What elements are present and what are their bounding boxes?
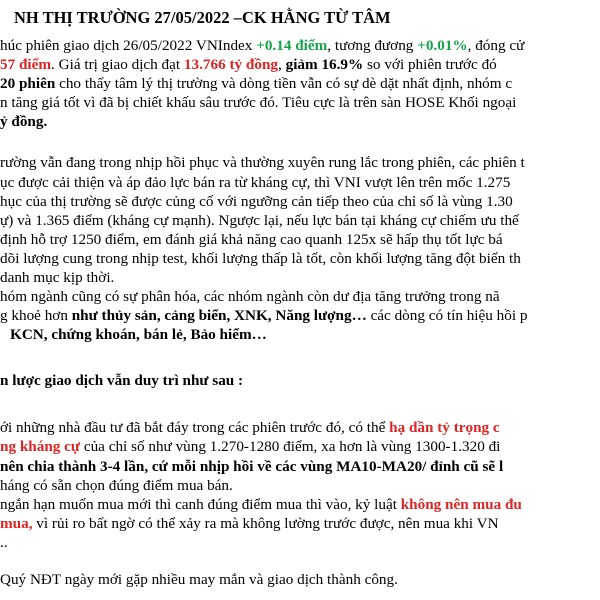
paragraph-line: [0, 269, 114, 287]
paragraph-line: [0, 154, 525, 172]
section-heading: [0, 372, 243, 390]
paragraph-line: [0, 477, 233, 495]
paragraph-line: [0, 94, 516, 112]
text-segment: g khoẻ hơn: [0, 307, 72, 324]
closing-line: [0, 571, 398, 589]
text-segment: hục của thị trường sẽ được củng cố với ngưỡng cản tiếp theo của chỉ số là vùng 1.30: [0, 193, 513, 210]
paragraph-line: [0, 534, 8, 552]
text-segment: dõi lượng cung trong nhịp test, khối lượng thấp là tốt, còn khối lượng tăng đột biến th: [0, 250, 521, 267]
paragraph-line: [0, 37, 524, 55]
text-segment: ngắn hạn muốn mua mới thì canh đúng điểm mua thì vào, kỷ luật: [0, 496, 401, 513]
text-segment: húc phiên giao dịch 26/05/2022 VNIndex: [0, 37, 257, 54]
paragraph-line: [0, 231, 503, 249]
text-segment: không nên mua đu: [400, 496, 522, 513]
paragraph-line: [0, 174, 510, 192]
paragraph-line: [0, 288, 500, 306]
text-segment: ,: [278, 56, 286, 73]
text-segment: cho thấy tâm lý thị trường và dòng tiền vẫn có sự dè dặt nhất định, nhóm c: [55, 75, 513, 92]
text-segment: so với phiên trước đó: [363, 56, 497, 73]
document-title: NH THỊ TRƯỜNG 27/05/2022 –CK HẰNG TỪ TÂM: [14, 8, 391, 27]
text-segment: 13.766 tỷ đồng: [183, 56, 278, 73]
text-segment: KCN, chứng khoán, bán lẻ, Bảo hiểm…: [10, 326, 267, 343]
text-segment: . Giá trị giao dịch đạt: [51, 56, 184, 73]
paragraph-line: [0, 250, 521, 268]
paragraph-line: [0, 515, 499, 533]
text-segment: ới những nhà đầu tư đã bắt đáy trong các phiên trước đó, có thể: [0, 419, 390, 436]
text-segment: của chỉ số như vùng 1.270-1280 điểm, xa hơn là vùng 1300-1.320 đi: [80, 438, 501, 455]
paragraph-line: [0, 307, 527, 325]
text-segment: , đóng cử: [467, 37, 525, 54]
paragraph-line: [10, 326, 267, 344]
text-segment: danh mục kịp thời.: [0, 269, 115, 286]
text-segment: ỷ đồng.: [0, 113, 48, 130]
text-segment: định hỗ trợ 1250 điểm, em đánh giá khả năng cao quanh 125x sẽ hấp thụ tốt lực bá: [0, 231, 503, 248]
text-segment: 57 điểm: [0, 56, 52, 73]
paragraph-line: [0, 496, 522, 514]
text-segment: hạ dần tỷ trọng c: [389, 419, 500, 436]
paragraph-line: [0, 56, 497, 74]
text-segment: 20 phiên: [0, 75, 56, 92]
text-segment: các dòng có tín hiệu hồi p: [366, 307, 528, 324]
text-segment: n tăng giá tốt vì đã bị chiết khấu sâu trước đó. Tiêu cực là trên sàn HOSE Khối ngoại: [0, 94, 517, 111]
paragraph-line: [0, 212, 519, 230]
text-segment: hóm ngành cũng có sự phân hóa, các nhóm ngành còn dư địa tăng trưởng trong nă: [0, 288, 500, 305]
text-segment: vì rủi ro bất ngờ có thể xảy ra mà không lường trước được, nên mua khi VN: [32, 515, 499, 532]
text-segment: ng kháng cự: [0, 438, 81, 455]
text-segment: nên chia thành 3-4 lần, cứ mỗi nhịp hồi về các vùng MA10-MA20/ đỉnh cũ sẽ l: [0, 458, 504, 475]
text-segment: như thủy sản, cảng biển, XNK, Năng lượng…: [71, 307, 367, 324]
paragraph-line: [0, 193, 513, 211]
paragraph-line: [0, 419, 500, 437]
text-segment: ..: [0, 534, 8, 551]
text-segment: mua,: [0, 515, 33, 532]
text-segment: ục được cải thiện và áp đảo lực bán ra từ kháng cự, thì VNI vượt lên trên mốc 1.275: [0, 174, 511, 191]
text-segment: ự) và 1.365 điểm (kháng cự mạnh). Ngược lại, nếu lực bán tại kháng cự chiếm ưu thế: [0, 212, 519, 229]
text-segment: , tương đương: [327, 37, 418, 54]
paragraph-line: [0, 113, 47, 131]
paragraph-line: [0, 458, 503, 476]
text-segment: rường vẫn đang trong nhịp hồi phục và thường xuyên rung lắc trong phiên, các phiên t: [0, 154, 525, 171]
text-segment: giảm 16.9%: [285, 56, 364, 73]
text-segment: Quý NĐT ngày mới gặp nhiều may mắn và giao dịch thành công.: [0, 571, 398, 588]
paragraph-line: [0, 438, 500, 456]
text-segment: +0.01%: [417, 37, 468, 54]
text-segment: +0.14 điểm: [256, 37, 328, 54]
paragraph-line: [0, 75, 512, 93]
text-segment: n lược giao dịch vẫn duy trì như sau :: [0, 372, 244, 389]
text-segment: háng có sẵn chọn đúng điểm mua bán.: [0, 477, 233, 494]
